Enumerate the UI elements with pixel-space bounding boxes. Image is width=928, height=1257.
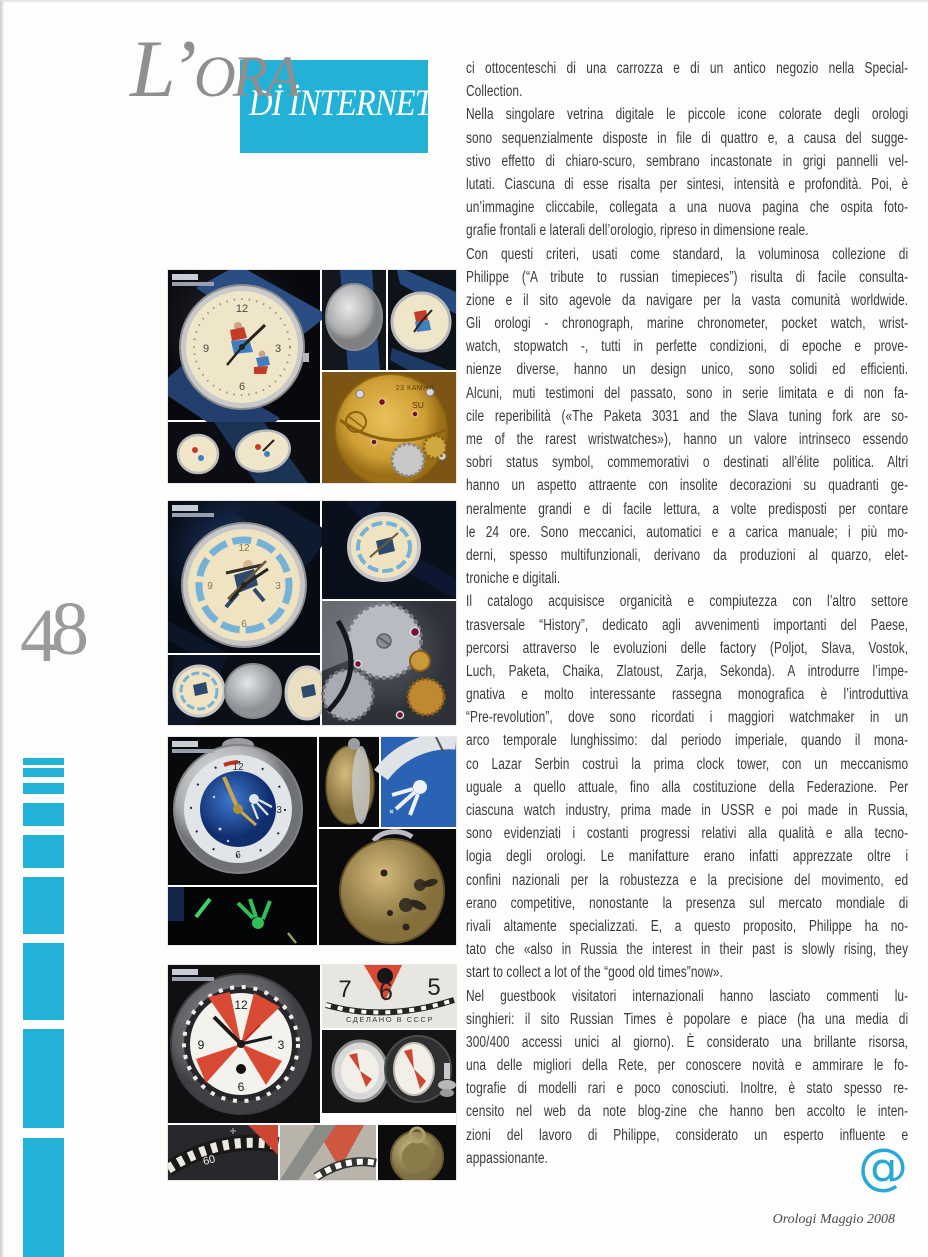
text-line: derni, spesso multifunzionali, derivano da produzioni al quarzo, elet- xyxy=(466,546,909,564)
dial-numeral: 6 xyxy=(238,381,246,393)
photo-watermark xyxy=(172,505,198,511)
brass-detail-closeup xyxy=(378,1125,456,1180)
scale-60-closeup xyxy=(168,1125,278,1180)
page-number-digit: 4 xyxy=(20,594,51,678)
scale-60-label: 60 xyxy=(201,1153,217,1168)
dial-numeral: 3 xyxy=(276,805,282,816)
dial-numeral: 3 xyxy=(277,1038,285,1052)
cyan-bar xyxy=(23,1029,64,1128)
cyan-bar-stack xyxy=(23,758,64,1257)
dial-numeral: 6 xyxy=(235,850,241,861)
watch-pair-small-photo xyxy=(168,422,320,483)
masthead-title-initial: L’ xyxy=(130,23,194,114)
masthead-title xyxy=(130,22,298,116)
text-line: confini nazionali per la robustezza e la precisione del movimento, ed xyxy=(466,871,909,889)
text-line: un’immagine cliccabile, collegata a una nuova pagina che ospita foto- xyxy=(466,199,909,217)
photo-collage-hockey-watch xyxy=(168,501,456,725)
text-line: gnativa e molto interessante rassegna monografica è l’introduttiva xyxy=(466,686,909,704)
text-line: censito nel web da note blog-zine che hanno ben accolto le inten- xyxy=(466,1103,909,1121)
dial-numeral: 3 xyxy=(274,343,282,355)
text-line: Luch, Paketa, Chaika, Zlatoust, Zarja, Sekonda). A introdurre l’impe- xyxy=(466,662,909,680)
masthead-title-rest: ORA xyxy=(193,44,298,109)
photo-collage-ship-clock xyxy=(168,965,456,1180)
text-line: Philippe (“A tribute to russian timepieces”) risulta di facile consulta- xyxy=(466,268,909,286)
hockey-watch-small xyxy=(322,501,456,599)
page-left-edge xyxy=(0,0,5,1257)
text-line: Collection. xyxy=(466,83,523,101)
text-line: Nella singolare vetrina digitale le piccole icone colorate degli orologi xyxy=(466,106,909,124)
cyan-bar xyxy=(23,835,64,868)
text-line: stivo effetto di chiaro-scuro, sembrano incastonate in grigi pannelli vel- xyxy=(466,152,909,170)
text-line: me of the rarest wristwatches»), hanno un valore intrinseco essendo xyxy=(466,431,909,448)
dial-fragment-closeup xyxy=(280,1125,376,1180)
photo-watermark xyxy=(172,977,214,981)
alarm-clock-front xyxy=(168,737,317,885)
movement-su-label: SU xyxy=(412,400,424,410)
page-number xyxy=(20,586,82,678)
text-line: cile reperibilità («The Paketa 3031 and the Slava tuning fork are so- xyxy=(466,407,909,425)
text-line: logia degli orologi. Le manifatture erano infatti apprezzate oltre i xyxy=(466,848,909,866)
magazine-footer: Orologi Maggio 2008 xyxy=(772,1212,895,1227)
dial-numeral: 9 xyxy=(202,343,210,355)
soccer-watch-small xyxy=(388,270,456,370)
cyan-bar xyxy=(23,803,64,826)
cyan-bar xyxy=(23,943,64,1020)
masthead xyxy=(0,0,460,170)
text-line: start to collect a lot of the “good old times”now». xyxy=(466,964,724,982)
dial-numeral: 12 xyxy=(238,543,250,554)
dial-numeral: 12 xyxy=(235,303,249,315)
photo-watermark xyxy=(172,749,214,753)
masthead-subtitle: Dİ İNTERNET xyxy=(249,83,432,124)
dial-numeral-large: 5 xyxy=(427,974,441,1001)
opened-clock-back xyxy=(322,1030,456,1113)
text-line: nienze diverse, hanno un design unico, sono solidi ed efficienti. xyxy=(466,361,909,379)
article-lines xyxy=(466,57,908,1170)
photo-watermark xyxy=(172,282,214,286)
text-line: lutati. Ciascuna di esse risalta per sintesi, intensità e profondità. Poi, è xyxy=(466,175,909,193)
photo-watermark xyxy=(172,969,198,975)
made-in-ussr-label: СДЕЛАНО В СССР xyxy=(346,1015,434,1024)
text-line: Con questi criteri, usati come standard, la voluminosa collezione di xyxy=(466,245,909,263)
text-line: zioni del lavoro di Philippe, considerato un esperto influente e xyxy=(466,1126,909,1144)
cyan-bar xyxy=(23,1138,64,1257)
made-in-ussr-closeup xyxy=(322,965,456,1028)
alarm-clock-side xyxy=(319,737,379,827)
photo-watermark xyxy=(172,274,198,280)
text-line: tografie di modelli rari e poco conosciuti. Inoltre, è stato spesso re- xyxy=(466,1080,909,1098)
text-line: sono evidenziati i costanti progressi relativi alla qualità e alla tecno- xyxy=(466,825,909,843)
watch-caseback-photo xyxy=(322,270,386,370)
alarm-clock-back xyxy=(319,829,456,945)
dial-numeral: 3 xyxy=(275,581,281,592)
dial-numeral-large: 6 xyxy=(379,978,393,1006)
ship-clock-front xyxy=(168,965,320,1123)
text-line: Nel guestbook visitatori internazionali hanno lasciato commenti lu- xyxy=(466,987,909,1005)
dial-numeral-large: 7 xyxy=(338,976,352,1003)
dial-numeral: 12 xyxy=(234,998,248,1012)
dial-numeral: 12 xyxy=(232,762,244,773)
luminous-hands-closeup xyxy=(168,887,317,945)
text-line: trasversale “History”, dedicato agli avvenimenti importanti del Paese, xyxy=(466,616,909,634)
sputnik-dial-closeup xyxy=(381,737,456,827)
text-line: hanno un aspetto attraente con insolite decorazioni su quadranti ge- xyxy=(466,477,909,495)
text-line: Gli orologi - chronograph, marine chronometer, pocket watch, wrist- xyxy=(466,315,909,333)
text-line: rivali altamente specializzati. E, a questo proposito, Philippe ha no- xyxy=(466,917,909,935)
text-line: uguale a quello attuale, fino alla costituzione della Federazione. Per xyxy=(466,778,909,796)
photo-watermark xyxy=(172,741,198,747)
photo-collage-sputnik-clock xyxy=(168,737,456,945)
article-body xyxy=(466,57,908,1170)
text-line: co Lazar Serbin costruì la prima clock tower, con un meccanismo xyxy=(466,755,909,773)
dial-numeral: 9 xyxy=(197,1038,205,1052)
text-line: Alcuni, muti testimoni del passato, sono in serie limitata e di non fa- xyxy=(466,384,909,402)
text-line: arco temporale lunghissimo: dal periodo imperiale, quando il mona- xyxy=(466,732,909,750)
text-line: 300/400 accessi unici al giorno). È considerato una brillante risorsa, xyxy=(466,1033,909,1051)
text-line: “Pre-revolution”, dove sono ricordati i maggiori watchmaker in un xyxy=(466,709,909,727)
text-line: appassionante. xyxy=(466,1149,548,1167)
text-line: neralmente grandi e di facile lettura, a volte predisposti per contare xyxy=(466,500,909,518)
text-line: watch, stopwatch -, tutti in perfette condizioni, di epoche e prove- xyxy=(466,338,909,356)
text-line: tato che «also in Russia the interest in their past is slowly rising, they xyxy=(466,941,909,959)
text-line: sono sequenzialmente disposte in file di quattro e, a causa del sugge- xyxy=(466,129,909,147)
hockey-watch-large xyxy=(168,501,332,653)
dial-numeral: 9 xyxy=(207,581,213,592)
cyan-bar xyxy=(23,783,64,794)
text-line: singhieri: il sito Russian Times è popolare e piace (ha una media di xyxy=(466,1010,909,1028)
text-line: sobri status symbol, commemorativi o destinati all’élite politica. Altri xyxy=(466,454,909,472)
text-line: grafie frontali e laterali dell’orologio, ripreso in dimensione reale. xyxy=(466,222,809,240)
cyan-bar xyxy=(23,758,64,765)
text-line: ciascuna watch industry, prima made in USSR e poi made in Russia, xyxy=(466,802,909,819)
dial-numeral: 6 xyxy=(237,1080,245,1094)
gold-movement-photo xyxy=(322,372,456,483)
watch-trio-photo xyxy=(168,655,328,725)
page-number-digit: 8 xyxy=(51,587,82,671)
text-line: Il catalogo acquisisce organicità e compiutezza con l’altro settore xyxy=(466,593,909,611)
dial-numeral: 6 xyxy=(241,619,247,630)
text-line: le 24 ore. Sono meccanici, automatici e a carica manuale; i più mo- xyxy=(466,523,909,541)
movement-jewel-count-label: 23 КАМНЯ xyxy=(395,385,435,392)
steel-movement-photo xyxy=(322,601,456,725)
text-line: percorsi attraverso le evoluzioni delle factory (Poljot, Slava, Vostok, xyxy=(466,639,909,657)
cyan-bar xyxy=(23,768,64,777)
text-line: zione e il sito agevole da navigare per la vasta comunità worldwide. xyxy=(466,291,909,309)
text-line: una delle migliori della Rete, per conoscere novità e ammirare le fo- xyxy=(466,1057,909,1075)
photo-collage-soccer-watch xyxy=(168,270,456,483)
photo-watermark xyxy=(172,513,214,517)
text-line: erano competitive, nonostante la presenza sul mercato mondiale di xyxy=(466,894,909,912)
cyan-bar xyxy=(23,877,64,934)
text-line: ci ottocenteschi di una carrozza e di un antico negozio nella Special- xyxy=(466,60,909,77)
text-line: troniche e digitali. xyxy=(466,570,561,588)
at-symbol-icon: @ xyxy=(858,1138,908,1196)
